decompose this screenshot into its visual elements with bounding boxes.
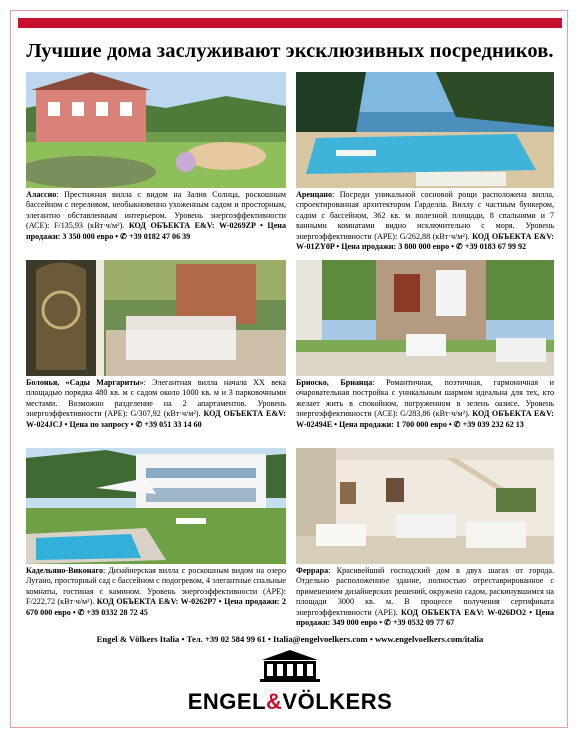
- listing-text: : Красивейший господский дом в двух шагах от города. Отдельно расположенное здание, полностью отреставрированное с применением дизайнерских решений, окружено садом, раскинувшимся на площади 3000 кв. м. В процессе получения сертификата энергоэффективности (АРЕ).: [296, 566, 554, 617]
- logo-word-volkers: VÖLKERS: [282, 689, 393, 714]
- listing-place: Бриоско, Брианца: [296, 378, 373, 387]
- photo-cadegliano: [26, 448, 286, 564]
- brand-logo: [18, 689, 562, 715]
- footer-contact: Engel & Völkers Italia • Тел. +39 02 584 99 61 • Italia@engelvoelkers.com • www.engelvoelkers.com/italia: [96, 634, 484, 644]
- listing-place: Феррара: [296, 566, 329, 575]
- photo-alassio: [26, 72, 286, 188]
- listing-briosco: [296, 378, 554, 430]
- listing-alassio: [26, 190, 286, 242]
- listing-code: КОД ОБЪЕКТА E&V: W-02494E • Цена продажи: 1 700 000 евро • ✆ +39 039 232 62 13: [296, 409, 554, 429]
- listing-text: : Элегантная вилла начала XX века площадью порядка 480 кв. м с садом около 1000 кв. м и 3 парковочными местами. Возможно разделение на 2 апартаментов. Уровень энергоэффективности (АРЕ): G/307,92 (кВт·ч/м²).: [26, 378, 286, 419]
- photo-bologna: [26, 260, 286, 376]
- listing-place: Аренцано: [296, 190, 333, 199]
- listing-place: Болонья, «Сады Маргариты»: [26, 378, 144, 387]
- listing-code: КОД ОБЪЕКТА E&V: W-026DO2 • Цена продажи: 349 000 евро • ✆ +39 0532 09 77 67: [296, 607, 554, 628]
- listing-text: : Дизайнерская вилла с роскошным видом на озеро Лугано, просторный сад с бассейном с подогревом, 4 элегантные спальные комнаты, гостиная с камином. Уровень энергоэффективности (АРЕ): F/222,72 (кВт·ч/м²).: [26, 566, 286, 607]
- listing-bologna: [26, 378, 286, 430]
- listing-code: КОД ОБЪЕКТА E&V: W-024JCJ • Цена по запросу • ✆ +39 051 33 14 60: [26, 409, 286, 429]
- listing-place: Алассио: [26, 190, 57, 199]
- listing-code: КОД ОБЪЕКТА E&V: W-0262P7 • Цена продажи: 2 670 000 евро • ✆ +39 0332 28 72 45: [26, 597, 286, 617]
- top-red-bar: [18, 18, 562, 28]
- listing-place: Кадельяно-Виконаго: [26, 566, 103, 575]
- listing-code: КОД ОБЪЕКТА E&V: W-0269ZP • Цена продажи: 3 350 000 евро • ✆ +39 0182 47 06 39: [26, 221, 286, 241]
- headline: Лучшие дома заслуживают эксклюзивных посредников.: [26, 40, 554, 62]
- listing-cadegliano: [26, 566, 286, 618]
- listing-code: КОД ОБЪЕКТА E&V: W-01ZY0P • Цена продажи: 3 800 000 евро • ✆ +39 0183 67 99 92: [296, 231, 554, 252]
- photo-briosco: [296, 260, 554, 376]
- listing-text: : Посреди уникальной сосновой рощи расположена вилла, спроектированная архитектором Гарделла. Виллу с частным бункером, садом с бассейном, 362 кв. м полезной площади, 8 спальнями и 7 ванными комнатами видно исключительно с моря. Уровень энергоэффективности (АРЕ): G/262,88 (кВт·ч/м²).: [296, 190, 554, 241]
- listing-arenzano: [296, 190, 554, 252]
- logo-word-engel: ENGEL: [187, 689, 267, 714]
- listing-text: : Романтичная, поэтичная, гармоничная и очаровательная постройка с уникальным шармом идеальна для тех, кто желает жить в спокойном, погруженном в зелень оазисе. Уровень энергоэффективности (АСЕ): G/283,86 (кВт·ч/м²).: [296, 378, 554, 419]
- listing-text: : Престижная вилла с видом на Залив Солнца, роскошным бассейном с переливом, необыкновенно ухоженным садом и просторным, элегантно обставленным интерьером. Уровень энергоэффективности (АСЕ): F/135,93 (кВт·ч/м²).: [26, 190, 286, 231]
- photo-arenzano: [296, 72, 554, 188]
- logo-ampersand: &: [266, 689, 283, 714]
- photo-ferrara: [296, 448, 554, 564]
- house-logo-icon: [258, 648, 322, 682]
- listing-ferrara: [296, 566, 554, 628]
